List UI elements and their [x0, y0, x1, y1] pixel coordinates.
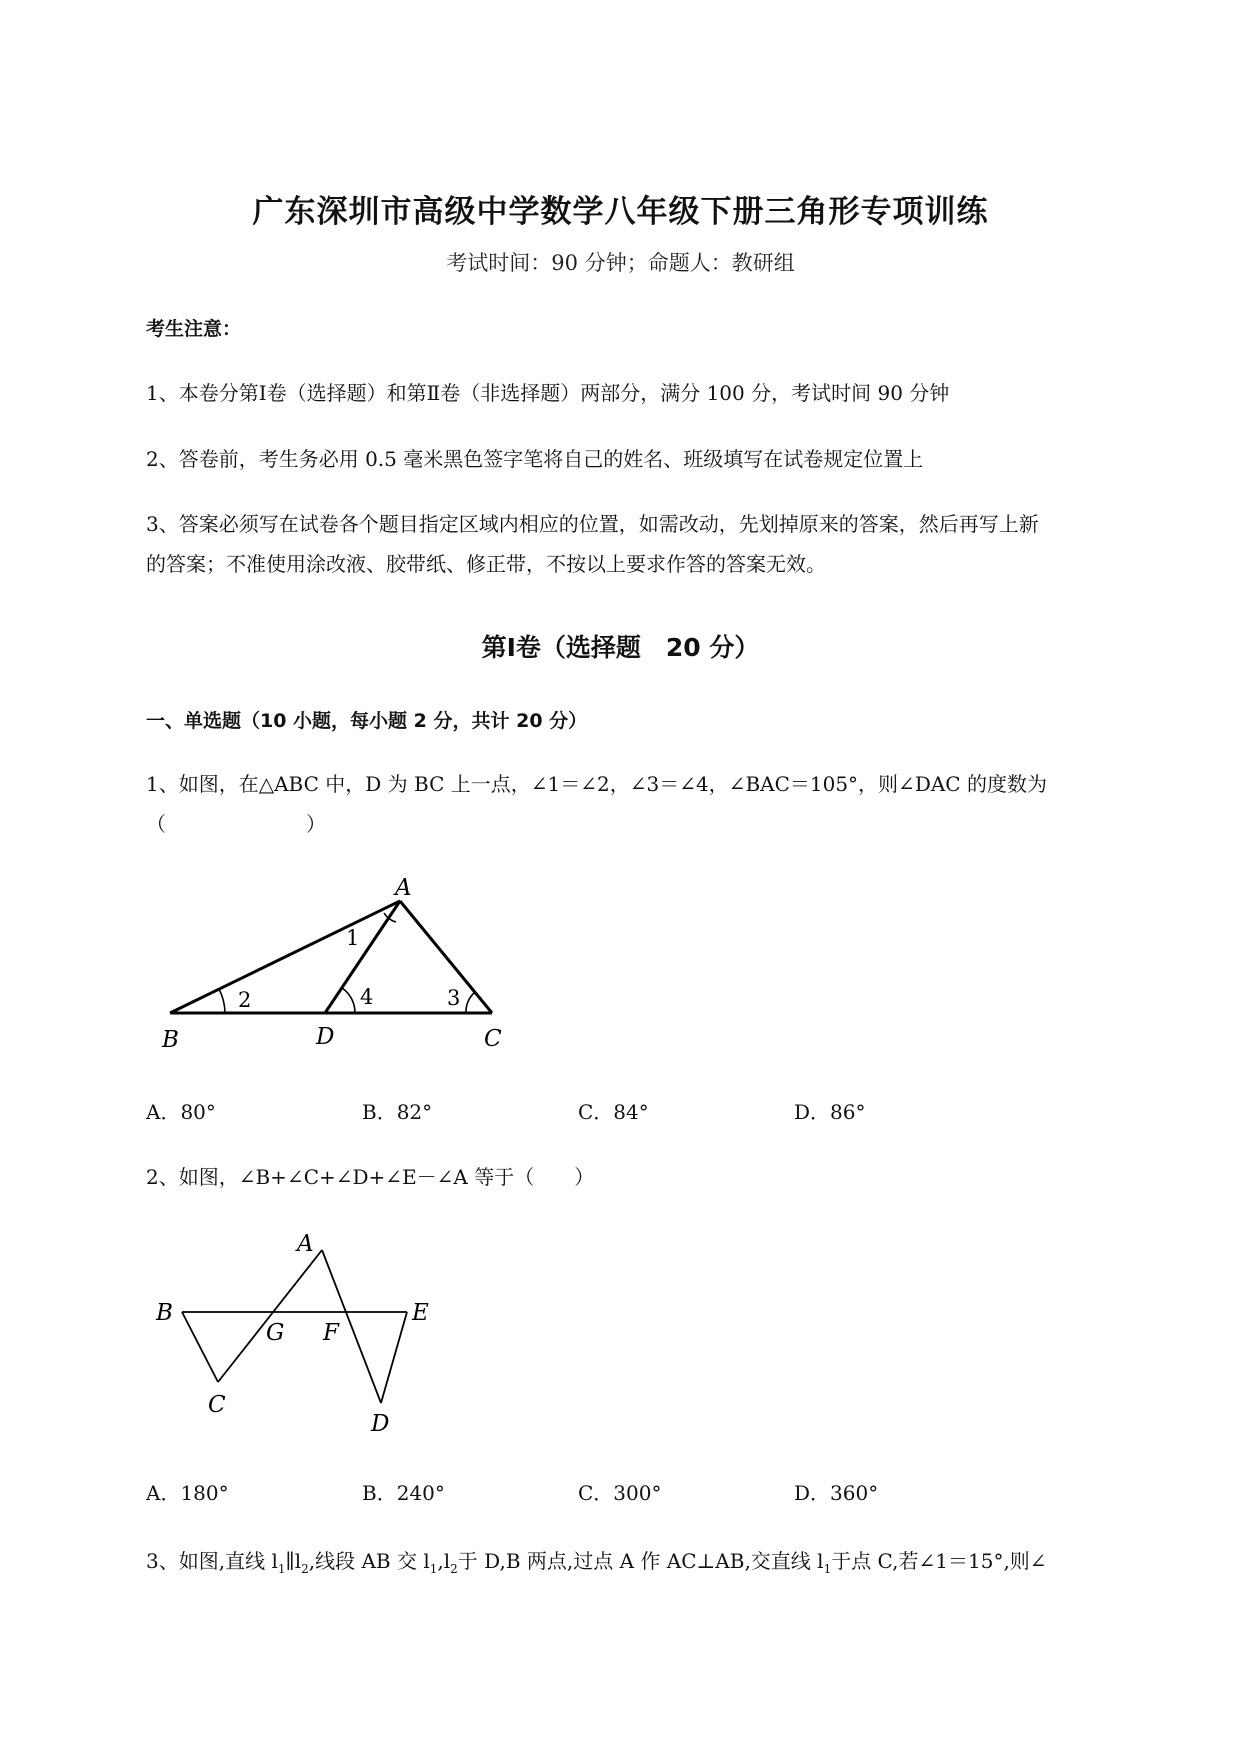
q2-option-c[interactable]: C．300° [578, 1481, 662, 1505]
q2-option-b[interactable]: B．240° [362, 1481, 445, 1505]
part-heading: 一、单选题（10 小题，每小题 2 分，共计 20 分） [146, 710, 588, 732]
question-2-stem: 2、如图，∠B+∠C+∠D+∠E－∠A 等于（ ） [146, 1165, 595, 1189]
notice-item-3: 3、答案必须写在试卷各个题目指定区域内相应的位置，如需改动，先划掉原来的答案，然后再写上新 [146, 512, 1039, 536]
section-title: 第Ⅰ卷（选择题 20 分） [481, 633, 760, 662]
label-b: B [162, 1027, 179, 1053]
exam-info: 考试时间：90 分钟；命题人：教研组 [446, 251, 795, 275]
q1-option-b[interactable]: B．82° [362, 1100, 433, 1124]
label-d: D [316, 1024, 335, 1050]
notice-heading: 考生注意： [146, 318, 242, 340]
q1-option-c[interactable]: C．84° [578, 1100, 649, 1124]
angle-3-arc [466, 992, 475, 1013]
segment-ca [218, 1250, 322, 1382]
question-1-stem: 1、如图，在△ABC 中，D 为 BC 上一点，∠1＝∠2，∠3＝∠4，∠BAC＝105°，则∠DAC 的度数为 [146, 772, 1047, 796]
angle-label-4: 4 [360, 985, 374, 1009]
segment-de [381, 1312, 407, 1403]
notice-item-1: 1、本卷分第Ⅰ卷（选择题）和第Ⅱ卷（非选择题）两部分，满分 100 分，考试时间 90 分钟 [146, 381, 950, 405]
segment-ac [400, 901, 492, 1013]
q1-option-a[interactable]: A．80° [146, 1100, 216, 1124]
label-f: F [323, 1320, 339, 1346]
segment-bc [182, 1312, 218, 1382]
label-a: A [297, 1231, 314, 1257]
notice-item-2: 2、答卷前，考生务必用 0.5 毫米黑色签字笔将自己的姓名、班级填写在试卷规定位置上 [146, 447, 924, 471]
label-b: B [156, 1300, 173, 1326]
label-d: D [371, 1411, 390, 1437]
q2-option-a[interactable]: A．180° [146, 1481, 229, 1505]
page-title: 广东深圳市高级中学数学八年级下册三角形专项训练 [252, 194, 989, 230]
label-c: C [484, 1026, 502, 1052]
question-3-stem: 3、如图,直线 $l_1\parallel l_2$,线段 AB 交 $l_1,l_2$于 D,B 两点,过点 A 作 AC⊥AB,交直线 $l_1$于点 C,若∠1＝15°,则∠ [146, 1549, 1047, 1576]
q1-option-d[interactable]: D．86° [794, 1100, 866, 1124]
label-a: A [395, 875, 412, 901]
angle-label-1: 1 [346, 926, 360, 950]
q2-option-d[interactable]: D．360° [794, 1481, 879, 1505]
label-g: G [266, 1320, 285, 1346]
question-1-figure [150, 870, 520, 1060]
label-e: E [412, 1300, 429, 1326]
angle-2-arc [219, 989, 225, 1013]
question-1-blank: （ ） [146, 812, 326, 836]
angle-label-3: 3 [447, 986, 461, 1010]
angle-4-arc [342, 988, 355, 1013]
question-2-figure [145, 1225, 445, 1445]
notice-item-3-cont: 的答案；不准使用涂改液、胶带纸、修正带，不按以上要求作答的答案无效。 [146, 552, 826, 576]
label-c: C [208, 1392, 226, 1418]
angle-label-2: 2 [238, 988, 252, 1012]
